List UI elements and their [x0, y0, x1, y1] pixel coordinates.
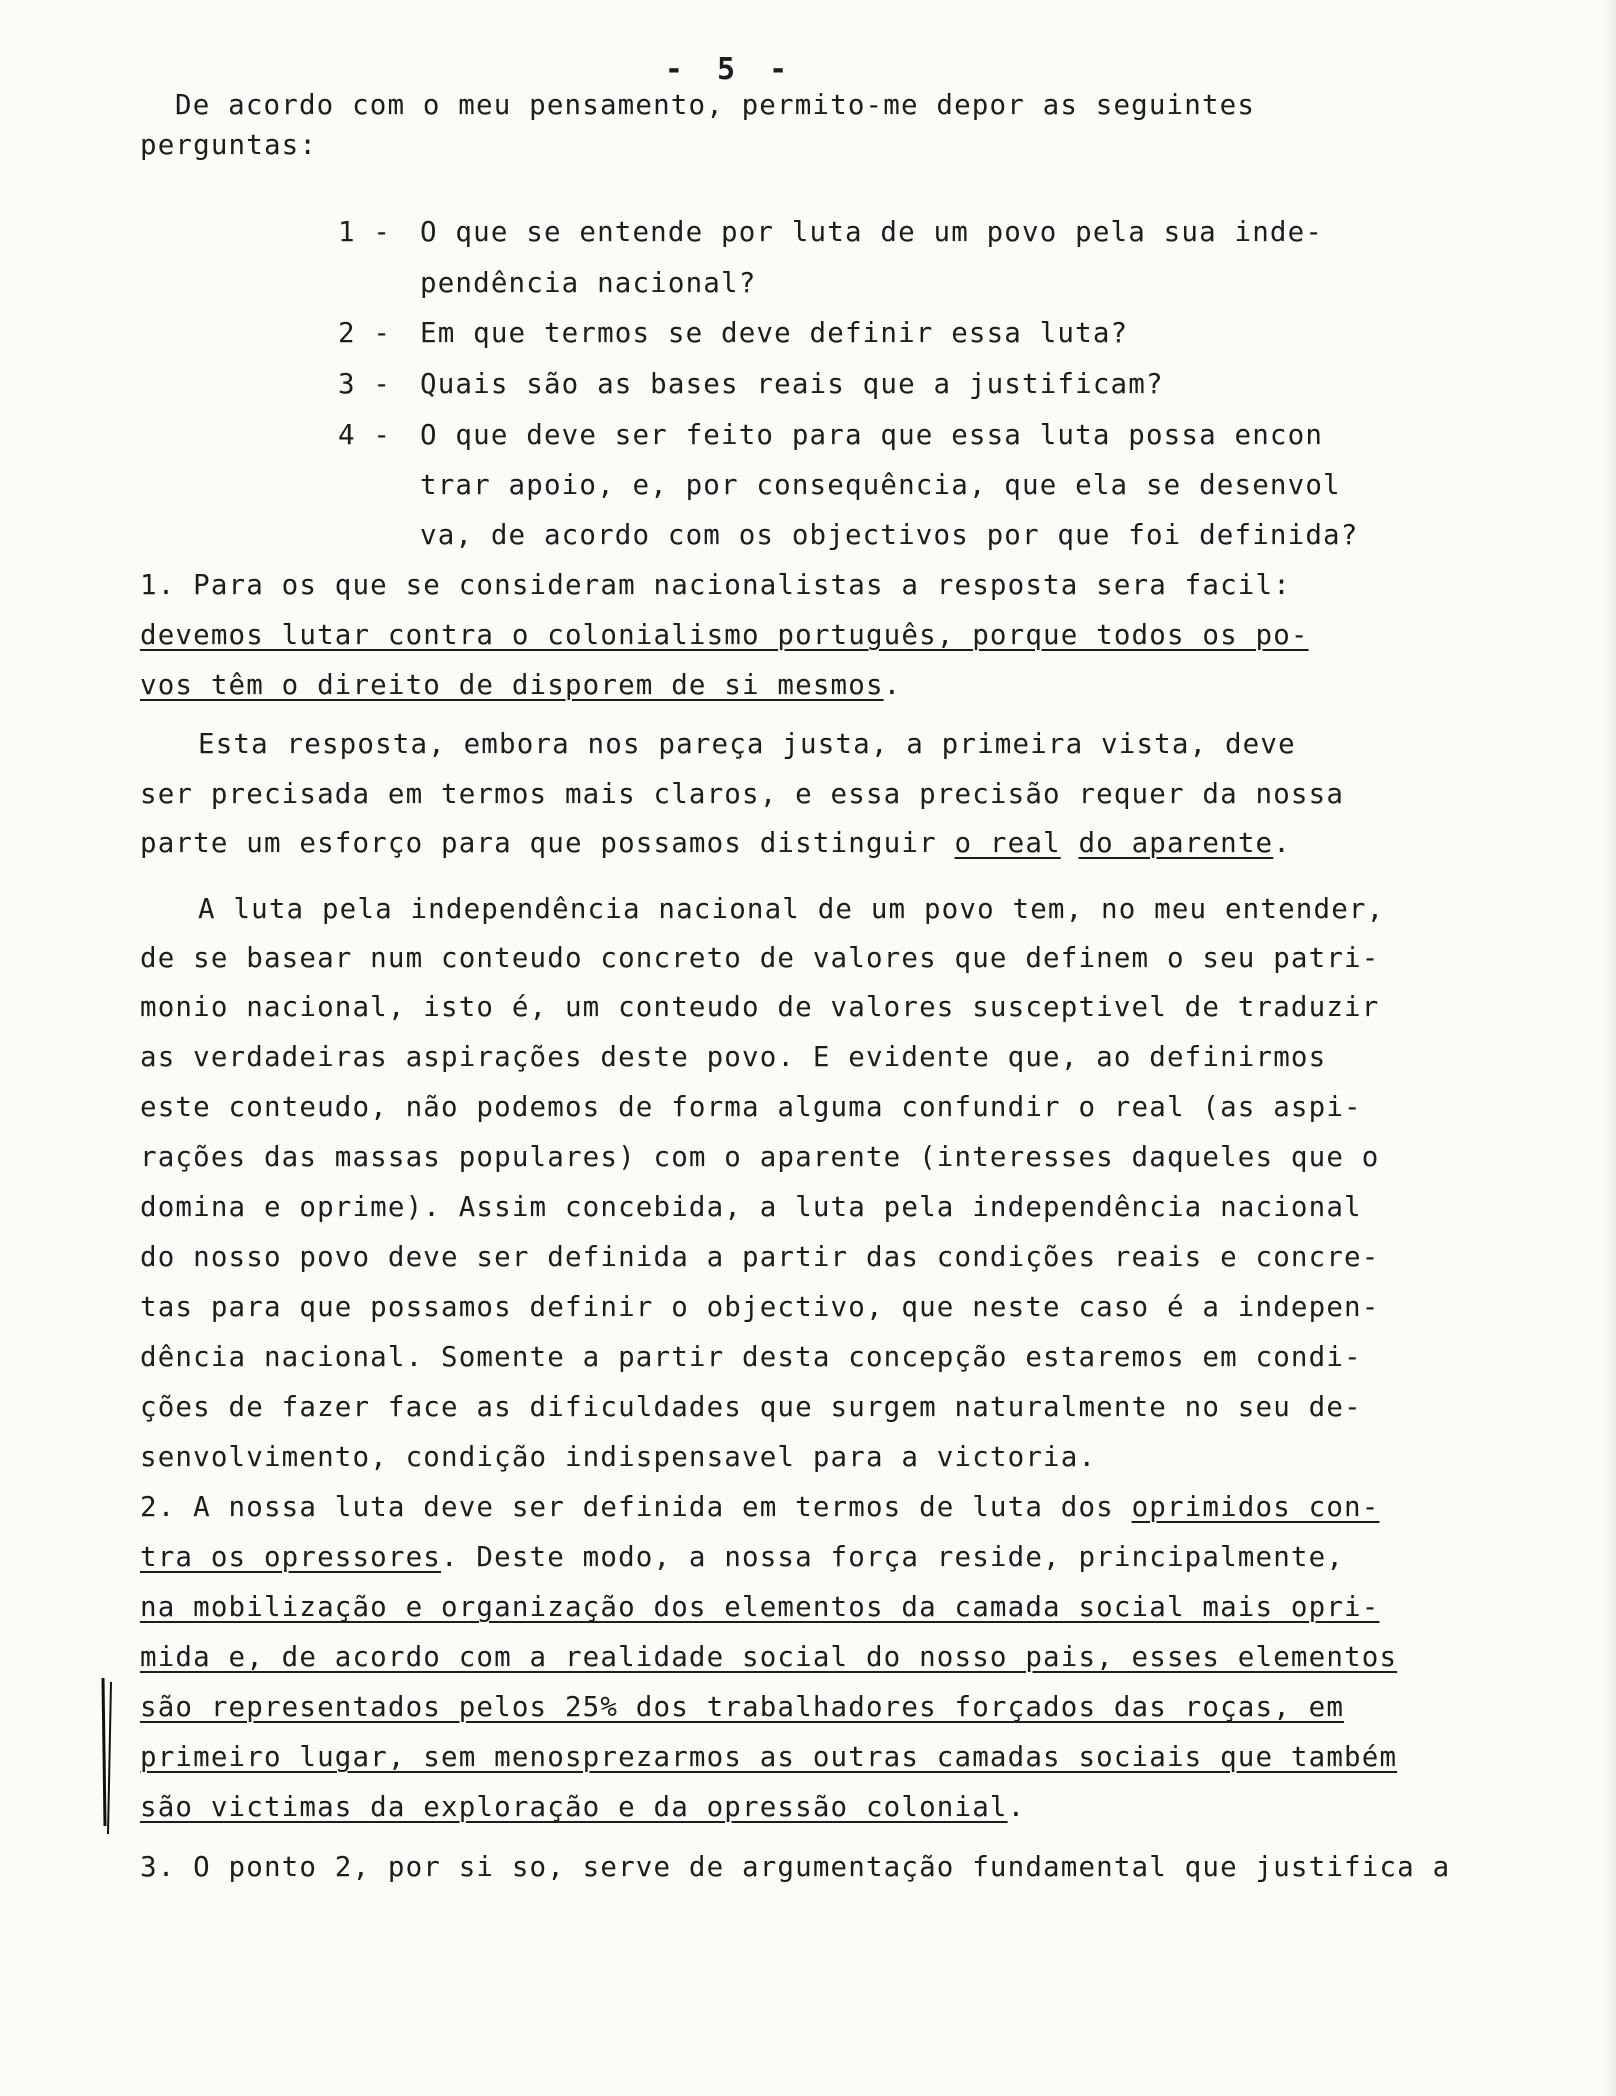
para-2-line-6: rações das massas populares) com o aparente (interesses daqueles que o — [140, 1141, 1380, 1173]
para-2-line-7: domina e oprime). Assim concebida, a luta pela independência nacional — [140, 1191, 1362, 1223]
underlined-text: o real — [954, 827, 1061, 859]
question-4-line-1: O que deve ser feito para que essa luta possa encon — [420, 419, 1324, 451]
answer-2-line-4 — [140, 1640, 1560, 1674]
question-1-line-1: O que se entende por luta de um povo pela sua inde- — [420, 216, 1324, 248]
intro-line-2: perguntas: — [140, 129, 318, 161]
intro-line-1: De acordo com o meu pensamento, permito-me depor as seguintes — [175, 89, 1256, 121]
question-3-number: 3 - — [338, 368, 392, 400]
answer-2-line-3 — [140, 1590, 1560, 1624]
para-2-line-9: tas para que possamos definir o objectivo, que neste caso é a indepen- — [140, 1291, 1380, 1323]
para-2-line-10: dência nacional. Somente a partir desta concepção estaremos em condi- — [140, 1341, 1362, 1373]
underlined-text: mida e, de acordo com a realidade social do nosso pais, esses elementos — [140, 1641, 1398, 1673]
para-2-line-2: de se basear num conteudo concreto de valores que definem o seu patri- — [140, 942, 1380, 974]
question-4-line-2: trar apoio, e, por consequência, que ela se desenvol — [420, 469, 1341, 501]
underlined-text: oprimidos con- — [1131, 1491, 1380, 1523]
page-number: - 5 - — [664, 52, 796, 87]
answer-2-line-2: tra os opressores. Deste modo, a nossa força reside, principalmente, — [140, 1541, 1345, 1573]
question-4-line-3: va, de acordo com os objectivos por que foi definida? — [420, 519, 1359, 551]
para-2-line-5: este conteudo, não podemos de forma alguma confundir o real (as aspi- — [140, 1091, 1362, 1123]
page-edge-shadow — [1602, 0, 1616, 2096]
para-2-line-8: do nosso povo deve ser definida a partir das condições reais e concre- — [140, 1241, 1380, 1273]
question-3-line-1: Quais são as bases reais que a justificam? — [420, 368, 1164, 400]
underlined-text: devemos lutar contra o colonialismo português, porque todos os po- — [140, 619, 1309, 651]
answer-1-line-1: 1. Para os que se consideram nacionalistas a resposta sera facil: — [140, 569, 1291, 601]
underlined-text: são victimas da exploração e da opressão colonial — [140, 1791, 1008, 1823]
question-1-number: 1 - — [338, 216, 392, 248]
para-2-line-4: as verdadeiras aspirações deste povo. E evidente que, ao definirmos — [140, 1041, 1327, 1073]
para-2-line-11: ções de fazer face as dificuldades que surgem naturalmente no seu de- — [140, 1391, 1362, 1423]
answer-1-line-3: vos têm o direito de disporem de si mesmos. — [140, 669, 902, 701]
question-2-line-1: Em que termos se deve definir essa luta? — [420, 317, 1129, 349]
underlined-text: são representados pelos 25% dos trabalhadores forçados das roças, em — [140, 1691, 1345, 1723]
answer-1-line-2 — [140, 618, 1560, 652]
answer-1-line-5: ser precisada em termos mais claros, e essa precisão requer da nossa — [140, 778, 1345, 810]
question-4-number: 4 - — [338, 419, 392, 451]
underlined-text: na mobilização e organização dos elementos da camada social mais opri- — [140, 1591, 1380, 1623]
underlined-text: tra os opressores — [140, 1541, 442, 1573]
answer-3-line-1: 3. O ponto 2, por si so, serve de argumentação fundamental que justifica a — [140, 1851, 1451, 1883]
answer-2-line-6 — [140, 1740, 1560, 1774]
answer-2-line-7: são victimas da exploração e da opressão colonial. — [140, 1791, 1026, 1823]
para-2-line-12: senvolvimento, condição indispensavel para a victoria. — [140, 1441, 1097, 1473]
underlined-text: primeiro lugar, sem menosprezarmos as outras camadas sociais que também — [140, 1741, 1398, 1773]
answer-1-line-6: parte um esforço para que possamos distinguir o real do aparente. — [140, 827, 1291, 859]
answer-2-line-5 — [140, 1690, 1560, 1724]
margin-mark — [100, 1676, 114, 1836]
underlined-text: vos têm o direito de disporem de si mesmos — [140, 669, 884, 701]
question-1-line-2: pendência nacional? — [420, 267, 757, 299]
para-2-line-3: monio nacional, isto é, um conteudo de valores susceptivel de traduzir — [140, 991, 1380, 1023]
underlined-text: do aparente — [1078, 827, 1274, 859]
answer-1-line-4: Esta resposta, embora nos pareça justa, a primeira vista, deve — [198, 728, 1296, 760]
para-2-line-1: A luta pela independência nacional de um povo tem, no meu entender, — [198, 893, 1385, 925]
answer-2-line-1: 2. A nossa luta deve ser definida em termos de luta dos oprimidos con- — [140, 1491, 1380, 1523]
question-2-number: 2 - — [338, 317, 392, 349]
